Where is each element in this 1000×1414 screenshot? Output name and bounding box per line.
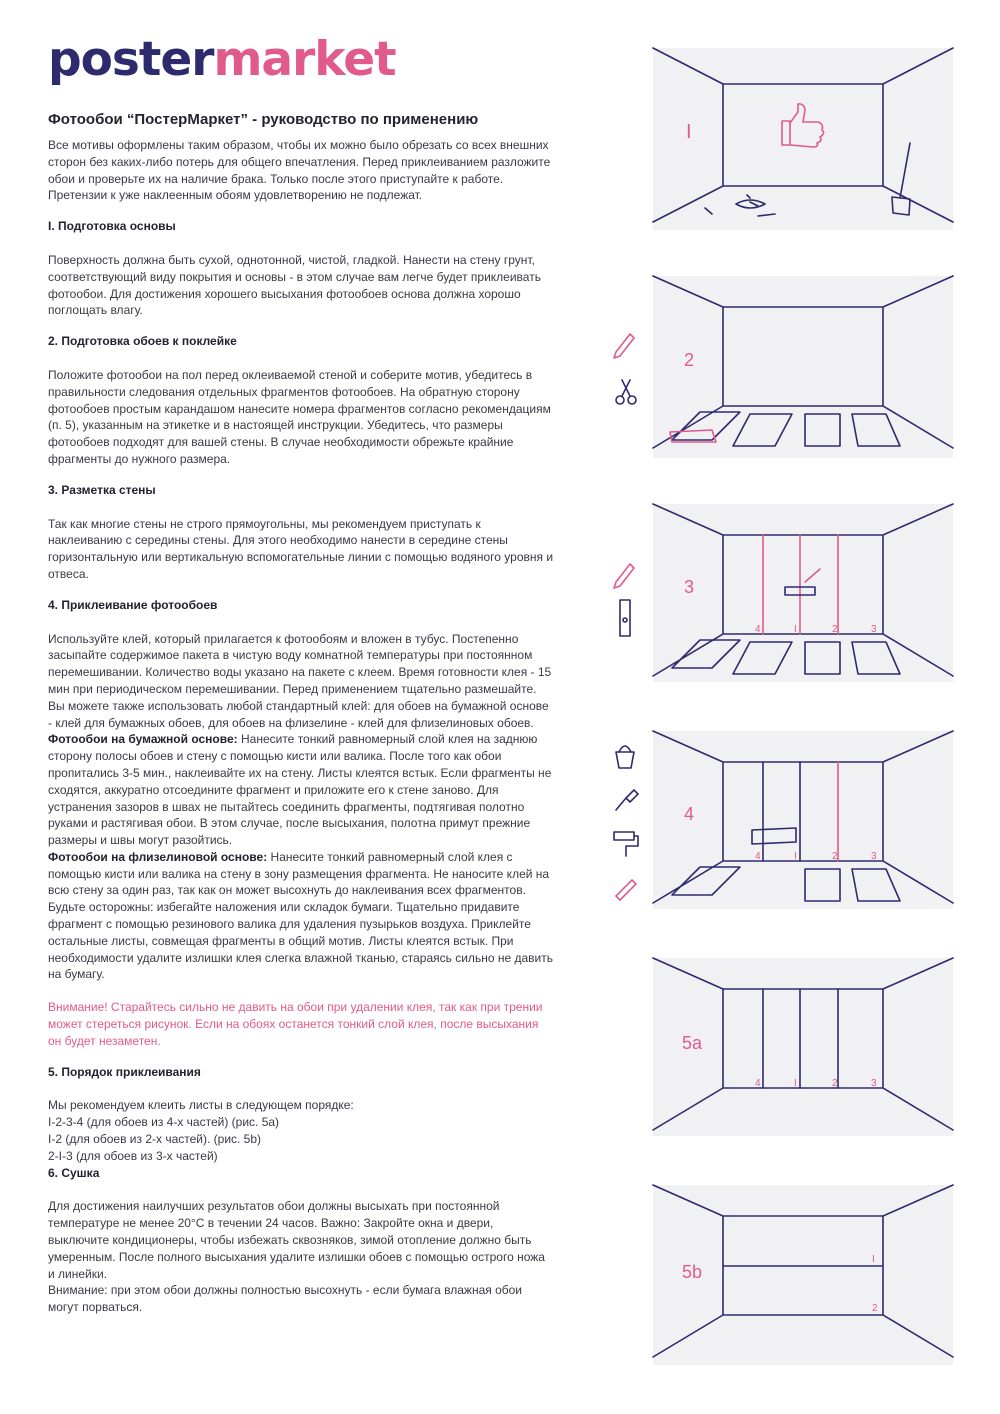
figure-2	[614, 276, 953, 458]
order-intro: Мы рекомендуем клеить листы в следующем порядке:	[48, 1098, 354, 1113]
section-6-note: Внимание: при этом обои должны полностью высохнуть - если бумага влажная обои могут порваться.	[48, 1283, 522, 1315]
figure-5b-label: 5b	[682, 1262, 703, 1282]
instructions-column	[48, 137, 554, 1316]
scissors-icon	[616, 380, 636, 404]
section-2-text: Положите фотообои на пол перед оклеиваемой стеной и соберите мотив, убедитесь в правильности следования отдельных фрагментов фотообоев. На обратную сторону фотообоев простым карандашом нанесите номера фрагментов согласно рекомендациям (п. 5), указанным на этикетке и в настоящей инструкции. Убедитесь, что размеры фотообоев подходят для вашей стены. В случае необходимости обрежьте крайние фрагменты до нужного размера.	[48, 367, 551, 466]
logo-part-market: market	[213, 32, 396, 87]
figure-5a-number-2: 2	[832, 1078, 838, 1089]
figure-4-number-4: 4	[755, 851, 761, 862]
section-5-heading: 5. Порядок приклеивания	[48, 1064, 201, 1079]
order-3-parts: 2-I-3 (для обоев из 3-х частей)	[48, 1148, 218, 1163]
utility-knife-icon	[616, 880, 636, 900]
section-3-heading: 3. Разметка стены	[48, 482, 156, 497]
figure-3-background	[653, 504, 953, 682]
figure-5a-number-4: 4	[755, 1078, 761, 1089]
intro-text: Все мотивы оформлены таким образом, чтобы их можно было обрезать со всех внешних сторон без каких-либо потерь для общего впечатления. Перед приклеиванием разложите обои и проверьте их на наличие брака. Только после этого приступайте к работе. Претензии к уже наклеенным обоям удовлетворению не подлежат.	[48, 138, 551, 203]
fleece-based-text: Нанесите тонкий равномерный слой клея с помощью кисти или валика на стену в зону размещения фрагмента. Не наносите клей на всю стену за один раз, так как он может высохнуть до наклеивания всех фрагментов. Будьте осторожны: избегайте наложения или складок бумаги. Тщательно придавите фрагмент с помощью резинового валика для удаления пузырьков воздуха. Приклейте остальные листы, совмещая фрагменты в общий мотив. Листы клеятся встык. При необходимости удалите излишки клея слегка влажной тканью, стараясь сильно не давить на бумагу.	[48, 849, 553, 982]
section-6-text: Для достижения наилучших результатов обои должны высыхать при постоянной температуре не менее 20°С в течении 24 часов. Важно: Закройте окна и двери, выключите кондиционеры, чтобы избежать сквозняков, зимой отопление должно быть умеренным. После полного высыхания удалите излишки обоев с помощью острого ножа и линейки.	[48, 1199, 545, 1281]
brand-logo	[48, 30, 396, 90]
figure-3-label: 3	[684, 577, 695, 597]
brush-icon	[616, 790, 638, 810]
figure-5a-label: 5a	[682, 1033, 703, 1053]
section-1-text: Поверхность должна быть сухой, однотонной, чистой, гладкой. Нанести на стену грунт, соответствующий виду покрытия и основы - в этом случае вам легче будет приклеивать фотообои. Для достижения хорошего высыхания фотообоев основа должна хорошо поглощать влагу.	[48, 252, 541, 318]
section-3-text: Так как многие стены не строго прямоугольны, мы рекомендуем приступать к наклеиванию с середины стены. Для этого необходимо нанести в середине стены горизонтальную или вертикальную вспомогательные линии с помощью водяного уровня и отвеса.	[48, 516, 554, 581]
order-4-parts: I-2-3-4 (для обоев из 4-х частей) (рис. 5а)	[48, 1115, 280, 1130]
warning-text: Внимание! Старайтесь сильно не давить на обои при удалении клея, так как при трении может стереться рисунок. Если на обоях останется тонкий слой клея, после высыхания он будет незаметен.	[48, 1000, 543, 1048]
paper-based-paragraph	[48, 731, 554, 849]
figure-4-number-2: 2	[832, 851, 838, 862]
figure-1-label: I	[686, 121, 692, 143]
figure-3-number-4: 4	[755, 624, 761, 635]
figure-1-background	[653, 48, 953, 230]
section-4-heading: 4. Приклеивание фотообоев	[48, 597, 218, 612]
figure-5b-number-1: I	[872, 1254, 875, 1265]
spirit-level-icon	[620, 600, 630, 636]
figure-4-background	[653, 731, 953, 909]
figure-4-label: 4	[684, 804, 695, 824]
section-1-heading: I. Подготовка основы	[48, 219, 176, 234]
figure-4	[614, 731, 953, 909]
figure-4-number-1: I	[794, 851, 797, 862]
page-title: Фотообои “ПостерМаркет” - руководство по применению	[48, 111, 479, 128]
figure-3-number-1: I	[794, 624, 797, 635]
fleece-based-label: Фотообои на флизелиновой основе:	[48, 849, 268, 864]
paper-based-label: Фотообои на бумажной основе:	[48, 732, 238, 747]
figure-1	[653, 48, 953, 230]
fleece-based-paragraph	[48, 849, 554, 983]
figure-5b-number-2: 2	[872, 1303, 878, 1314]
paint-roller-icon	[614, 832, 638, 856]
section-6-heading: 6. Сушка	[48, 1165, 100, 1180]
figure-5a-number-3: 3	[871, 1078, 877, 1089]
paper-based-text: Нанесите тонкий равномерный слой клея на заднюю сторону полосы обоев и стену с помощью кисти или валика. После того как обои пропитались 3-5 мин., наклеивайте их на стену. Листы клеятся встык. Если фрагменты не сходятся, аккуратно отсоедините фрагмент и приложите его к стене заново. Для устранения зазоров в швах не пытайтесь соединить фрагменты, подтягивая полотно руками и растягивая обои. В этом случае, после высыхания, полотна примут прежние размеры и швы могут разойтись.	[48, 732, 552, 848]
pencil-icon	[614, 334, 634, 358]
section-4-text: Используйте клей, который прилагается к фотообоям и вложен в тубус. Постепенно засыпайте содержимое пакета в чистую воду комнатной температуры при постоянном перемешивании. Количество воды указано на пакете с клеем. Время готовности клея - 15 мин при периодическом перемешивании. Перед применением тщательно размешайте. Вы можете также использовать любой стандартный клей: для обоев на бумажной основе - клей для бумажных обоев, для обоев на флизелине - клей для флизелиновых обоев.	[48, 631, 552, 730]
order-2-parts: I-2 (для обоев из 2-х частей). (рис. 5b)	[48, 1132, 262, 1147]
figure-3-number-3: 3	[871, 624, 877, 635]
logo-part-poster: poster	[48, 32, 214, 87]
section-2-heading: 2. Подготовка обоев к поклейке	[48, 334, 237, 349]
figure-5a-number-1: I	[794, 1078, 797, 1089]
figure-2-label: 2	[684, 350, 695, 370]
figure-3	[614, 504, 953, 682]
figure-4-number-3: 3	[871, 851, 877, 862]
bucket-icon	[616, 746, 634, 768]
pencil-icon	[614, 564, 634, 588]
illustrations-column	[600, 0, 1000, 1414]
figure-3-number-2: 2	[832, 624, 838, 635]
